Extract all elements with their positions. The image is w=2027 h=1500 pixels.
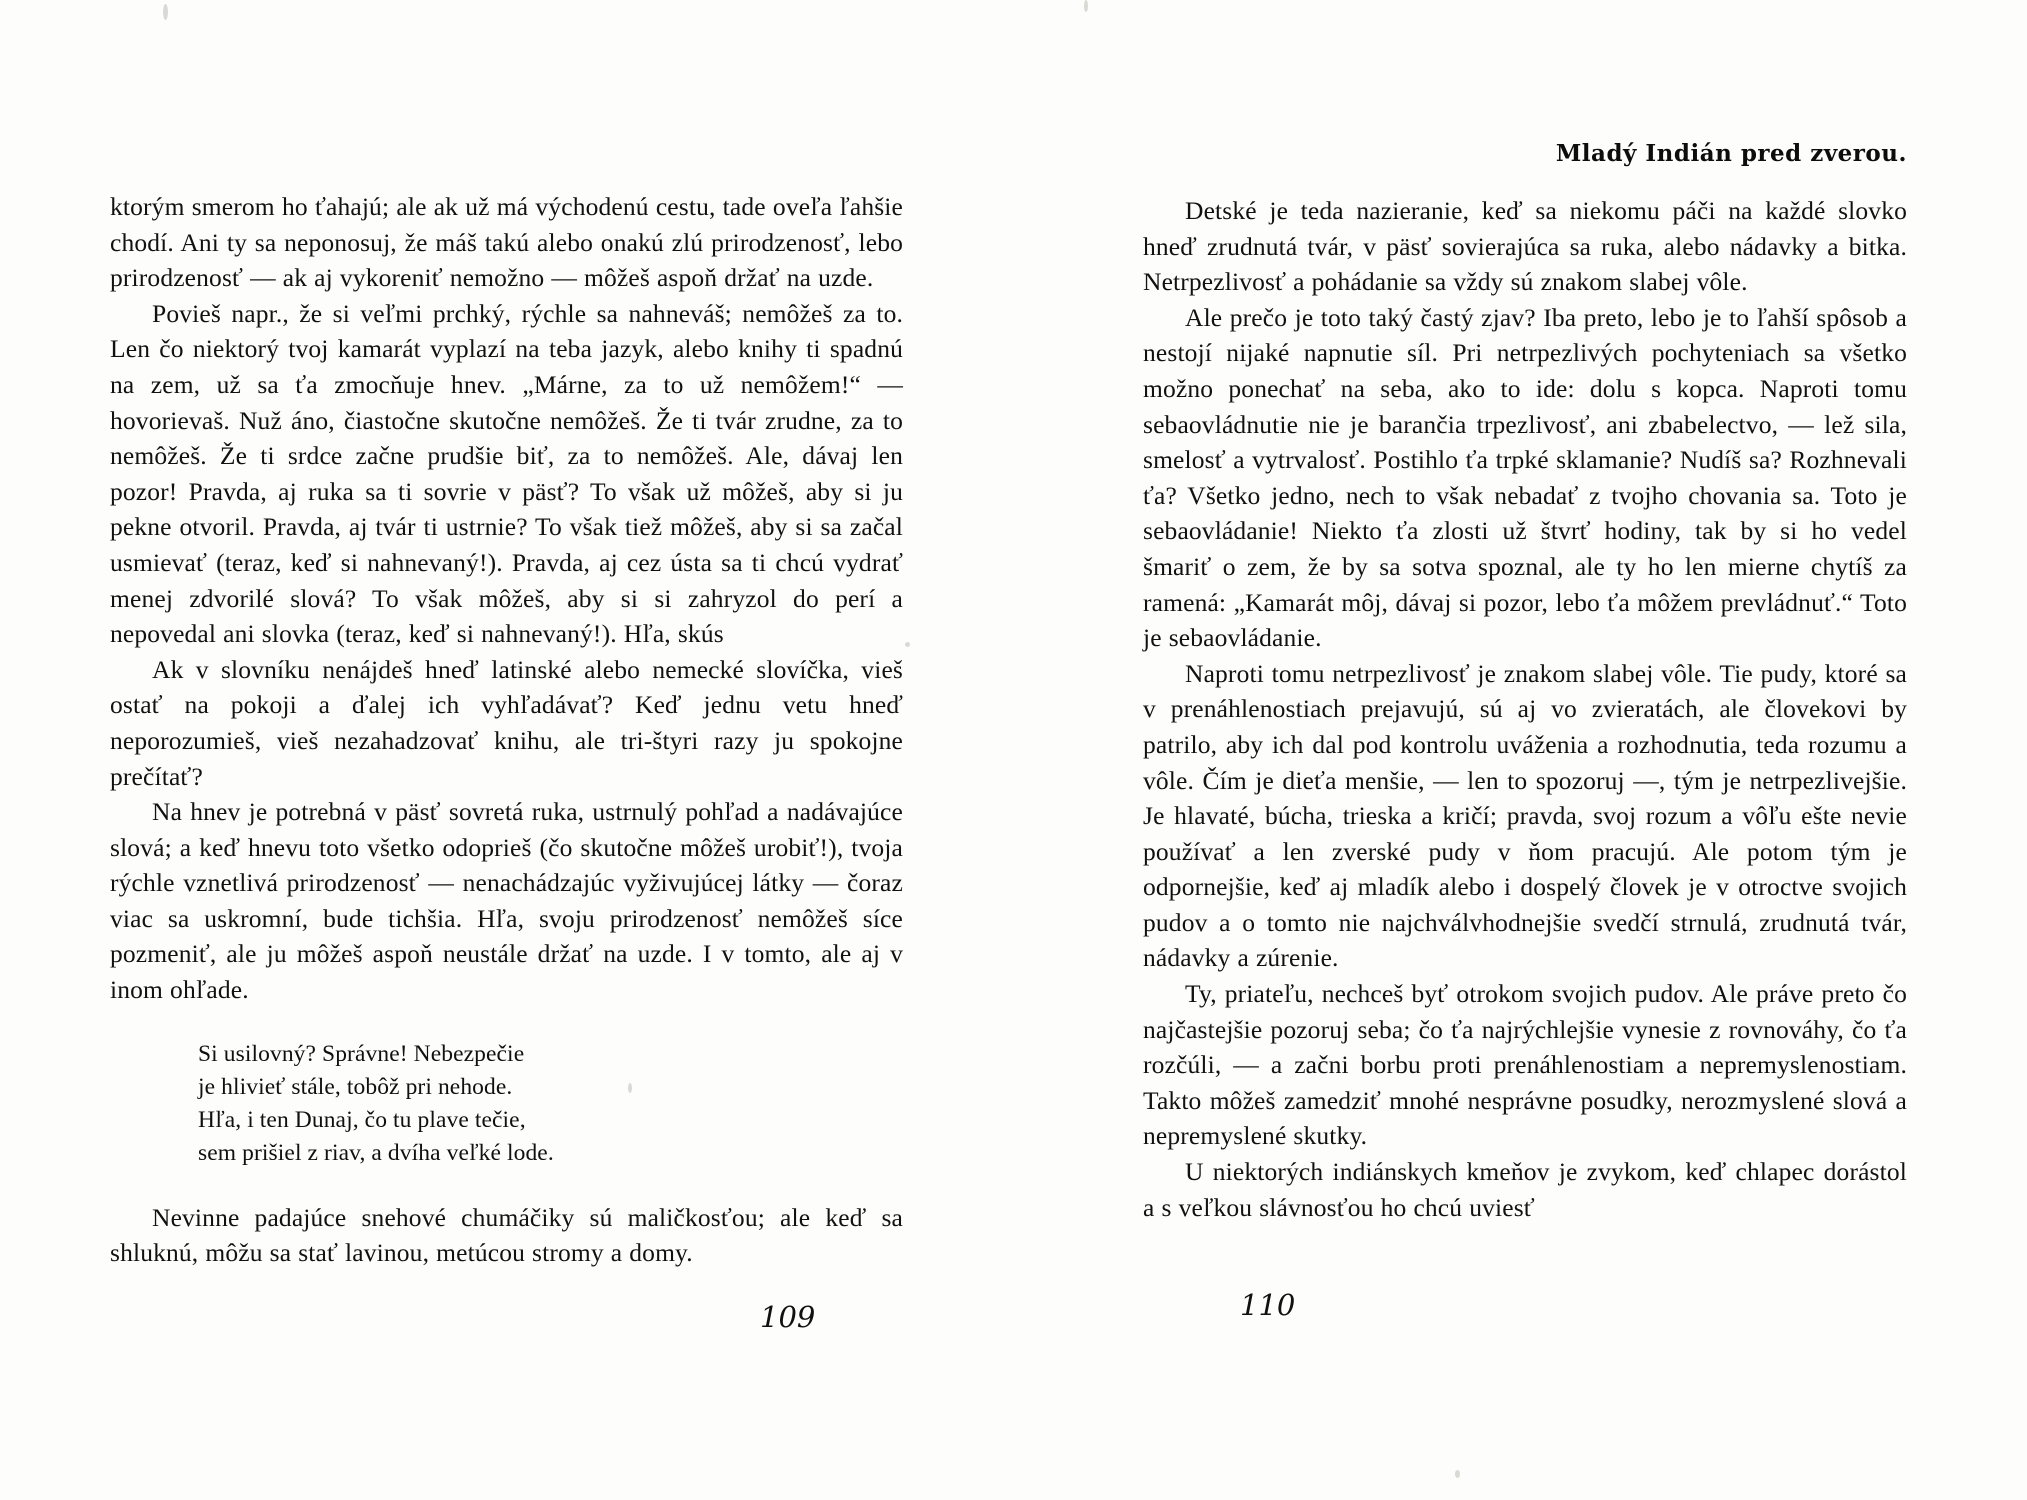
paragraph: Povieš napr., že si veľmi prchký, rýchle sa nahneváš; nemôžeš za to. Len čo niektorý tvoj kamarát vyplazí na teba jazyk, alebo knihy ti spadnú na zem, už sa ťa zmocňuje hnev. „Márne, za to už nemôžem!“ — hovorievaš. Nuž áno, čiastočne skutočne nemôžeš. Že ti tvár zrudne, za to nemôžeš. Že ti srdce začne prudšie biť, za to nemôžeš. Ale, dávaj len pozor! Pravda, aj ruka sa ti sovrie v päsť? To však už môžeš, aby si ju pekne otvoril. Pravda, aj tvár ti ustrnie? To však tiež môžeš, aby si sa začal usmievať (teraz, keď si nahnevaný!). Pravda, aj cez ústa sa ti chcú vydrať menej zdvorilé slová? To však môžeš, aby si si zahryzol do perí a nepovedal ani slovka (teraz, keď si nahnevaný!). Hľa, skús <box>110 298 903 649</box>
page-right <box>1013 0 2027 1500</box>
paragraph: Ale prečo je toto taký častý zjav? Iba preto, lebo je to ľahší spôsob a nestojí nijaké napnutie síl. Pri netrpezlivých pochyteniach sa všetko možno ponechať na seba, ako to ide: dolu s kopca. Naproti tomu sebaovládnutie nie je barančia trpezlivosť, ani zbabelectvo, — lež sila, smelosť a vytrvalosť. Postihlo ťa trpké sklamanie? Nudíš sa? Rozhnevali ťa? Všetko jedno, nech to však nebadať z tvojho chovania sa. Toto je sebaovládanie! Niekto ťa zlosti už štvrť hodiny, tak by si ho vedel šmariť o zem, že by sa sotva spoznal, ale ty ho len mierne chytíš za ramená: „Kamarát môj, dávaj si pozor, lebo ťa môžem prevládnuť.“ Toto je sebaovládanie. <box>1143 302 1907 653</box>
paragraph: Ty, priateľu, nechceš byť otrokom svojich pudov. Ale práve preto čo najčastejšie pozoruj seba; čo ťa najrýchlejšie vynesie z rovnováhy, čo ťa rozčúli, — a začni borbu proti prenáhlenostiam a nepremyslenostiam. Takto môžeš zamedziť mnohé nesprávne posudky, nerozmyslené slová a nepremyslené skutky. <box>1143 979 1907 1151</box>
paragraph: ktorým smerom ho ťahajú; ale ak už má východenú cestu, tade oveľa ľahšie chodí. Ani ty sa neponosuj, že máš takú alebo onakú zlú prirodzenosť, lebo prirodzenosť — ak aj vykoreniť nemožno — môžeš aspoň držať na uzde. <box>110 192 903 293</box>
paragraph: Na hnev je potrebná v päsť sovretá ruka, ustrnulý pohľad a nadávajúce slová; a keď hnevu toto všetko odoprieš (čo skutočne môžeš urobiť!), tvoja rýchle vznetlivá prirodzenosť — nenachádzajúc vyživujúcej látky — čoraz viac sa uskromní, bude tichšia. Hľa, svoju prirodzenosť nemôžeš síce pozmeniť, ale ju môžeš aspoň neustále držať na uzde. I v tomto, ale aj v inom ohľade. <box>110 797 903 1005</box>
verse-line: Si usilovný? Správne! Nebezpečie <box>198 1040 525 1067</box>
paragraph: Nevinne padajúce snehové chumáčiky sú maličkosťou; ale keď sa shluknú, môžu sa stať lavinou, metúcou stromy a domy. <box>110 1202 903 1268</box>
left-running-head-spacer <box>110 140 903 189</box>
paragraph: Detské je teda nazieranie, keď sa niekomu páči na každé slovko hneď zrudnutá tvár, v päsť sovierajúca sa ruka, alebo nádavky a bitka. Netrpezlivosť a pohádanie sa vždy sú znakom slabej vôle. <box>1143 196 1907 297</box>
verse-line: sem prišiel z riav, a dvíha veľké lode. <box>198 1139 554 1166</box>
verse-line: Hľa, i ten Dunaj, čo tu plave tečie, <box>198 1106 526 1133</box>
page-number-left: 109 <box>760 1300 816 1334</box>
page-number-right: 110 <box>1240 1288 1296 1322</box>
paragraph: Naproti tomu netrpezlivosť je znakom slabej vôle. Tie pudy, ktoré sa v prenáhlenostiach prejavujú, sú aj vo zvieratách, ale človekovi by patrilo, aby ich dal pod kontrolu uváženia a rozhodnutia, teda rozumu a vôle. Čím je dieťa menšie, — len to spozoruj —, tým je netrpezlivejšie. Je hlavaté, búcha, trieska a kričí; pravda, svoj rozum a vôľu ešte nevie používať a len zverské pudy v ňom pracujú. Ale potom tým je odpornejšie, keď aj mladík alebo i dospelý človek je v otroctve svojich pudov a o tomto nie najchválvhodnejšie svedčí strnulá, zrudnutá tvár, nádavky a zúrenie. <box>1143 658 1907 973</box>
paragraph: U niektorých indiánskych kmeňov je zvykom, keď chlapec dorástol a s veľkou slávnosťou ho chcú uviesť <box>1143 1157 1907 1222</box>
paragraph: Ak v slovníku nenájdeš hneď latinské alebo nemecké slovíčka, vieš ostať na pokoji a ďalej ich vyhľadávať? Keď jednu vetu hneď neporozumieš, vieš nezahadzovať knihu, ale tri-štyri razy ju spokojne prečítať? <box>110 654 903 791</box>
running-head: Mladý Indián pred zverou. <box>1555 140 1907 167</box>
verse-block <box>110 1038 903 1170</box>
verse-line: je hlivieť stále, tobôž pri nehode. <box>198 1073 513 1100</box>
page-left <box>0 0 1013 1500</box>
